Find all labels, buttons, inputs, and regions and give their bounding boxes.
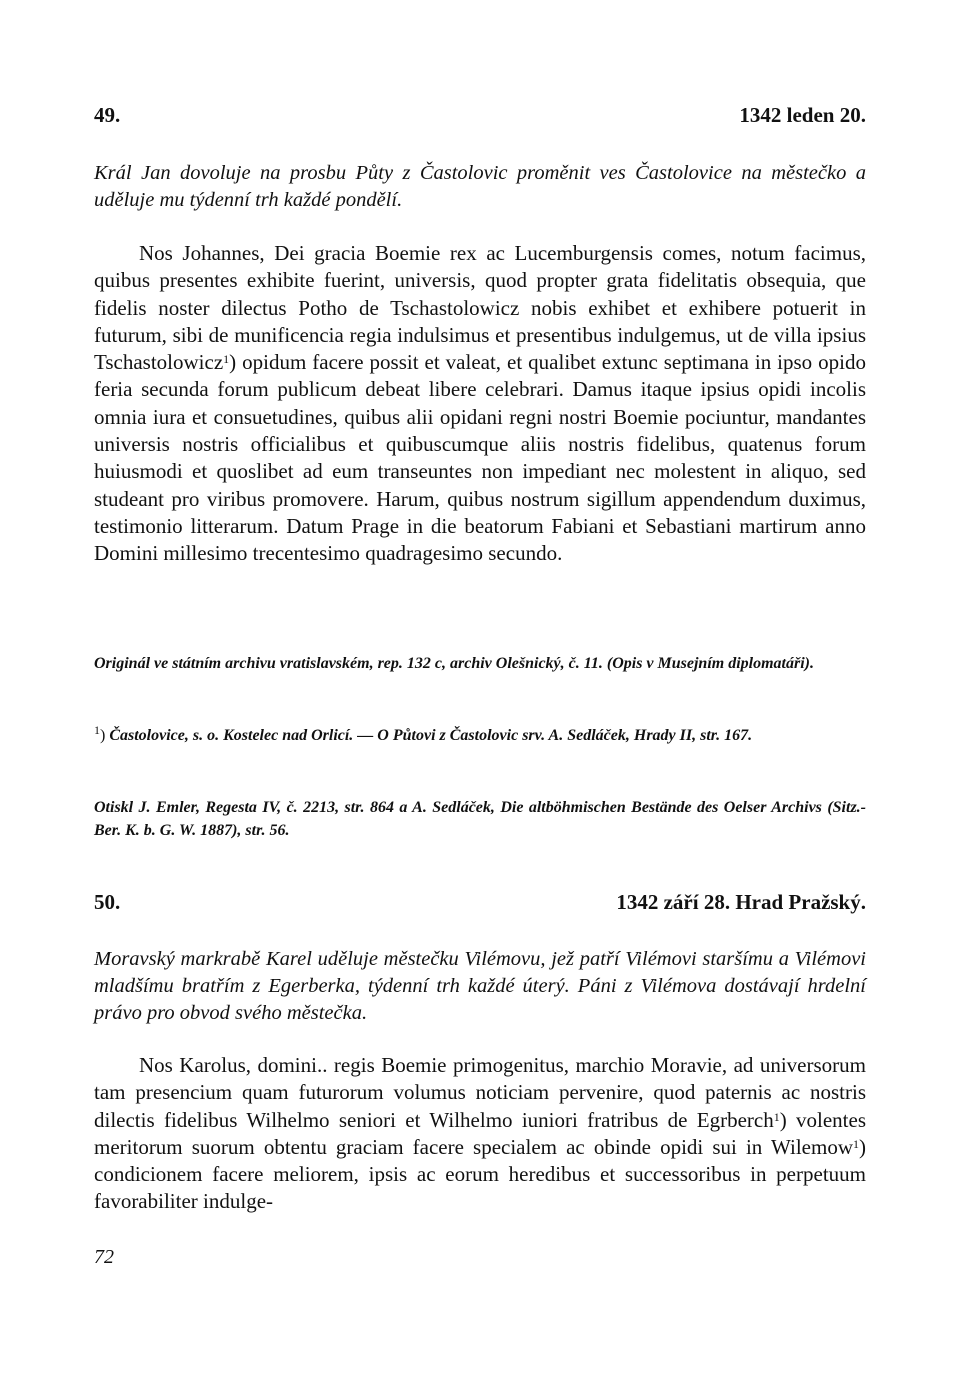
- entry-49-text: [94, 240, 866, 568]
- entry-50-header: [94, 890, 866, 915]
- entry-49-edition-note: Otiskl J. Emler, Regesta IV, č. 2213, str. 864 a A. Sedláček, Die altböhmischen Bestände des Oelser Archivs (Sitz.-Ber. K. b. G. W. 1887), str. 56.: [94, 799, 866, 839]
- entry-49-footnote-ref: 1: [223, 352, 230, 367]
- entry-50-footnote-ref-1: 1: [773, 1109, 780, 1124]
- entry-49-footnote: $^1$) Častolovice, s. o. Kostelec nad Orlicí. — O Půtovi z Častolovic srv. A. Sedláček, Hrady II, str. 167.: [94, 723, 753, 744]
- entry-49-regest: Král Jan dovoluje na prosbu Půty z Častolovic proměnit ves Častolovice na městečko a uděluje mu týdenní trh každé pondělí.: [94, 162, 866, 211]
- entry-49-text-part1: Nos Johannes, Dei gracia Boemie rex ac Lucemburgensis comes, notum facimus, quibus presentes exhibite fuerint, universis, quod propter grata fidelitatis obsequia, que fidelis noster dilectus Potho de Tschastolowicz nobis exhibet et exhibere potuerit in futurum, sibi de munificencia regia indulsimus et presentibus indulgemus, ut de villa ipsius Tschastolowicz: [94, 241, 866, 375]
- footnote-marker: 1: [94, 723, 100, 737]
- entry-50-footnote-ref-2: 1: [853, 1136, 859, 1151]
- entry-50-text: [94, 1052, 866, 1216]
- entry-49-number: 49.: [94, 103, 121, 127]
- entry-49-text-part2: ) opidum facere possit et valeat, et qualibet extunc septimana in ipso opido feria secunda forum publicum debeat libere celebrari. Damus itaque ipsius opidi incolis omnia iura et consuetudines, quibus alii opidani regni nostri Boemie pociuntur, mandantes universis nostris officialibus et quibuscumque aliis nostris fidelibus, quatenus forum huiusmodi et quoslibet ad eum transeuntes non impediant nec molestent in aliquo, sed studeant pro viribus promovere. Harum, quibus nostrum sigillum appendendum duximus, testimonio litterarum. Datum Prage in die beatorum Fabiani et Sebastiani martirum anno Domini millesimo trecentesimo quadragesimo secundo.: [94, 350, 866, 566]
- entry-49-source-note: Originál ve státním archivu vratislavském, rep. 132 c, archiv Olešnický, č. 11. (Opis v Musejním diplomatáři).: [94, 655, 814, 672]
- entry-50-text-part1: Nos Karolus, domini.. regis Boemie primogenitus, marchio Moravie, ad universorum tam presencium quam futurorum volumus noticiam pervenire, quod paternis ac nostris dilectis fidelibus Wilhelmo seniori et Wilhelmo iuniori fratribus de Egrberch: [94, 1053, 866, 1132]
- entry-49-header: [94, 103, 866, 128]
- entry-50-regest: Moravský markrabě Karel uděluje městečku Vilémovu, jež patří Vilémovi staršímu a Vilémovi mladšímu bratřím z Egerberka, týdenní trh každé úterý. Páni z Vilémova dostávají hrdelní právo pro obvod svého městečka.: [94, 948, 866, 1024]
- entry-50-text-part3: ) condicionem facere meliorem, ipsis ac eorum heredibus et successoribus in perpetuum favorabiliter indulge-: [94, 1134, 866, 1214]
- footnote-text: Častolovice, s. o. Kostelec nad Orlicí. — O Půtovi z Častolovic srv. A. Sedláček, Hrady II, str. 167.: [109, 727, 753, 744]
- entry-49-date: 1342 leden 20.: [739, 103, 866, 127]
- entry-50-number: 50.: [94, 890, 121, 914]
- entry-50-date: 1342 září 28. Hrad Pražský.: [616, 890, 866, 914]
- entry-50-text-part2: ) volentes meritorum suorum obtentu graciam facere specialem ac obinde opidi sui in Wilemow: [94, 1107, 866, 1159]
- page-number: 72: [94, 1246, 114, 1268]
